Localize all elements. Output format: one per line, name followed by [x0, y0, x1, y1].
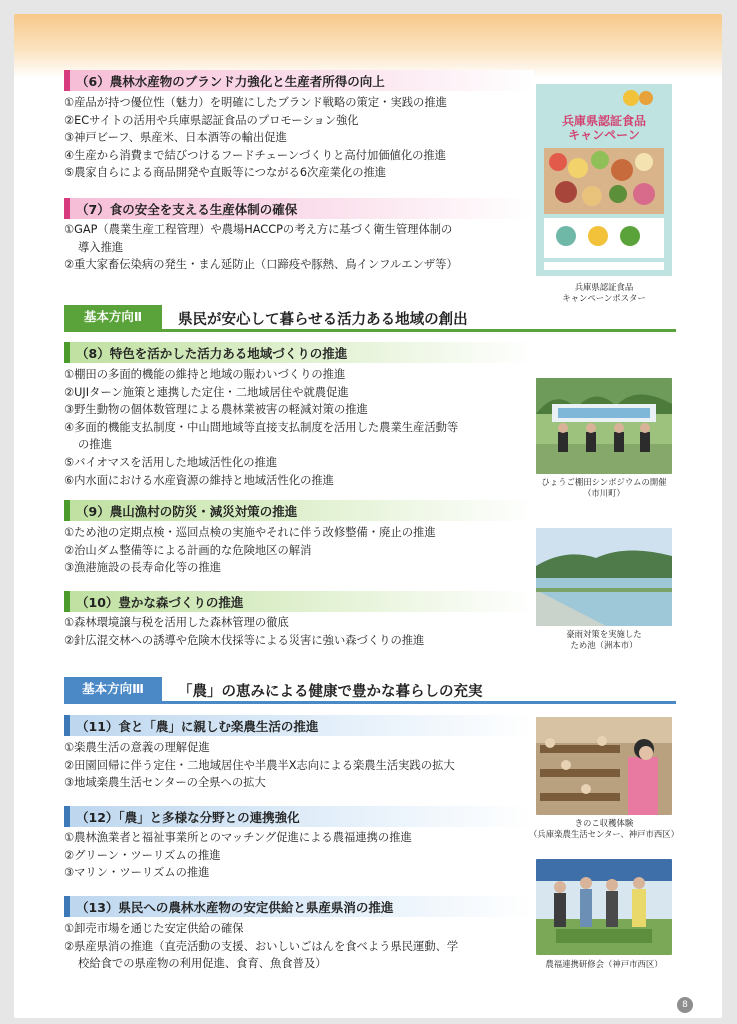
list-item: ②治山ダム整備等による計画的な危険地区の解消	[64, 543, 312, 557]
poster-title: 兵庫県認証食品	[561, 114, 646, 128]
list-item: ④生産から消費まで結びつけるフードチェーンづくりと高付加価値化の推進	[64, 148, 447, 162]
list-item: ③地域楽農生活センターの全県への拡大	[64, 776, 266, 790]
list-item: ③マリン・ツーリズムの推進	[64, 866, 210, 880]
section-9-heading	[64, 500, 534, 521]
direction-3-header	[64, 677, 676, 703]
document-page	[14, 14, 722, 1018]
section-12-list	[64, 829, 412, 882]
list-item: ②田園回帰に伴う定住・二地域居住や半農半X志向による楽農生活実践の拡大	[64, 758, 455, 772]
symposium-caption: ひょうご棚田シンポジウムの開催 （市川町）	[541, 477, 667, 498]
symposium-photo	[536, 378, 672, 474]
section-12-title: （12）「農」と多様な分野との連携強化	[76, 810, 300, 825]
list-item: ①ため池の定期点検・巡回点検の実施やそれに伴う改修整備・廃止の推進	[64, 526, 436, 539]
list-item: ②グリーン・ツーリズムの推進	[64, 848, 221, 862]
section-7-list	[64, 221, 458, 274]
section-8-list	[64, 366, 458, 489]
list-item: ③漁港施設の長寿命化等の推進	[64, 561, 221, 575]
reservoir-photo	[536, 528, 672, 626]
list-item-continuation: 導入推進	[78, 240, 124, 254]
section-6-list	[64, 94, 447, 182]
section-11-heading	[64, 715, 534, 736]
poster-subtitle: キャンペーン	[568, 128, 640, 142]
campaign-poster-image	[536, 84, 672, 276]
list-item: ②ECサイトの活用や兵庫県認証食品のプロモーション強化	[64, 113, 359, 127]
direction-2-title: 県民が安心して暮らせる活力ある地域の創出	[178, 312, 468, 328]
list-item: ③神戸ビーフ、県産米、日本酒等の輸出促進	[64, 131, 287, 145]
direction-3-title: 「農」の恵みによる健康で豊かな暮らしの充実	[178, 684, 483, 700]
list-item: ③野生動物の個体数管理による農林業被害の軽減対策の推進	[64, 403, 368, 417]
section-9-list	[64, 524, 436, 577]
section-11-title: （11）食と「農」に親しむ楽農生活の推進	[76, 719, 319, 734]
section-7-heading	[64, 198, 534, 219]
list-item: ①GAP（農業生産工程管理）や農場HACCPの考え方に基づく衛生管理体制の	[64, 223, 453, 236]
section-12-heading	[64, 806, 534, 827]
direction-2-header	[64, 305, 676, 331]
reservoir-caption: 豪雨対策を実施した ため池（洲本市）	[566, 629, 642, 650]
mushroom-harvest-photo	[536, 717, 672, 815]
welfare-training-photo	[536, 859, 672, 955]
list-item: ②県産県消の推進（直売活動の支援、おいしいごはんを食べよう県民運動、学	[64, 939, 459, 953]
section-6-title: （6）農林水産物のブランド力強化と生産者所得の向上	[76, 74, 385, 89]
list-item: ②重大家畜伝染病の発生・まん延防止（口蹄疫や豚熱、鳥インフルエンザ等）	[64, 258, 458, 272]
list-item-continuation: 校給食での県産物の利用促進、食育、魚食普及）	[78, 957, 327, 971]
section-10-title: （10）豊かな森づくりの推進	[76, 595, 244, 610]
list-item: ①楽農生活の意義の理解促進	[64, 741, 210, 754]
list-item: ①卸売市場を通じた安定供給の確保	[64, 922, 244, 935]
direction-2-badge: 基本方向Ⅱ	[64, 305, 162, 329]
training-caption: 農福連携研修会（神戸市西区）	[545, 959, 663, 969]
list-item: ⑤バイオマスを活用した地域活性化の推進	[64, 455, 278, 469]
poster-caption: 兵庫県認証食品 キャンペーンポスター	[562, 282, 646, 303]
list-item: ①棚田の多面的機能の維持と地域の賑わいづくりの推進	[64, 368, 346, 381]
section-13-list	[64, 920, 458, 973]
list-item: ①産品が持つ優位性（魅力）を明確にしたブランド戦略の策定・実践の推進	[64, 96, 447, 109]
list-item: ①農林漁業者と福祉事業所とのマッチング促進による農福連携の推進	[64, 831, 412, 844]
list-item: ②UJIターン施策と連携した定住・二地域居住や就農促進	[64, 385, 349, 399]
mushroom-caption: きのこ収穫体験 （兵庫楽農生活センター、神戸市西区）	[528, 818, 680, 839]
section-13-title: （13）県民への農林水産物の安定供給と県産県消の推進	[76, 900, 394, 915]
header-band	[14, 14, 722, 78]
section-9-title: （9）農山漁村の防災・減災対策の推進	[76, 504, 298, 519]
section-13-heading	[64, 896, 534, 917]
poster-illustration	[536, 84, 672, 276]
section-10-list	[64, 614, 424, 649]
list-item: ⑥内水面における水産資源の維持と地域活性化の推進	[64, 473, 334, 487]
section-10-heading	[64, 591, 534, 612]
list-item: ④多面的機能支払制度・中山間地域等直接支払制度を活用した農業生産活動等	[64, 420, 459, 434]
list-item: ①森林環境譲与税を活用した森林管理の徹底	[64, 616, 289, 629]
section-6-heading	[64, 70, 534, 91]
page-number: 8	[677, 997, 693, 1013]
section-8-title: （8）特色を活かした活力ある地域づくりの推進	[76, 346, 348, 361]
direction-3-badge: 基本方向Ⅲ	[64, 677, 162, 701]
list-item: ⑤農家自らによる商品開発や直販等につながる6次産業化の推進	[64, 166, 387, 180]
section-7-title: （7）食の安全を支える生産体制の確保	[76, 202, 298, 217]
section-8-heading	[64, 342, 534, 363]
section-11-list	[64, 739, 455, 792]
list-item: ②針広混交林への誘導や危険木伐採等による災害に強い森づくりの推進	[64, 633, 425, 647]
list-item-continuation: の推進	[78, 438, 112, 452]
